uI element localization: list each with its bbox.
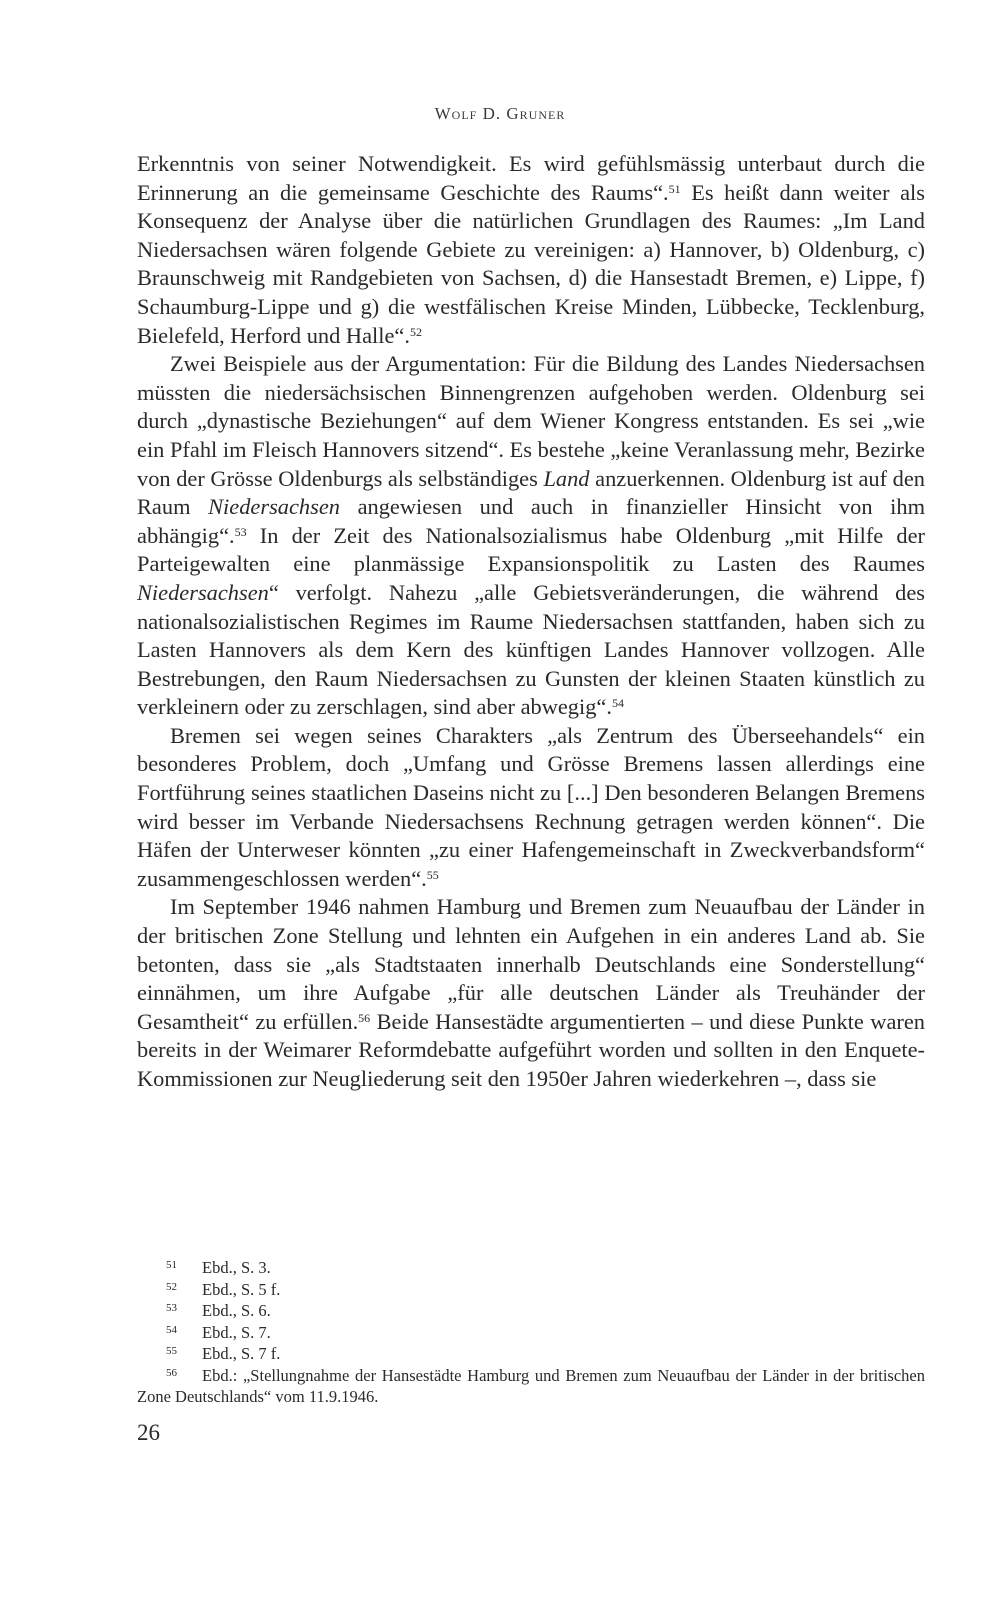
footnote: 56 Ebd.: „Stellungnahme der Hansestädte Hamburg und Bremen zum Neuaufbau der Länder in der britischen Zone Deutschlands“ vom 11.9.1946. (137, 1365, 925, 1406)
footnotes (137, 1257, 925, 1408)
footnote-reference: 55 (426, 867, 439, 882)
paragraph (137, 350, 925, 722)
text-segment: angewiesen und auch in finanzieller Hinsicht von ihm abhängig“. (137, 494, 925, 548)
text-segment: In der Zeit des Nationalsozialismus habe Oldenburg „mit Hilfe der Parteigewalten eine planmässige Expansionspolitik zu Lasten des Raumes (137, 522, 925, 577)
page-number: 26 (137, 1420, 160, 1445)
paragraph (137, 893, 925, 1093)
paragraph (137, 150, 925, 350)
emphasized-text: Land (543, 465, 590, 491)
footnote-text: Ebd., S. 7 f. (202, 1344, 281, 1363)
footnote: 51 Ebd., S. 3. (166, 1258, 271, 1277)
footnote-text: Ebd., S. 3. (202, 1258, 271, 1277)
paragraph (137, 722, 925, 894)
text-segment: Bremen sei wegen seines Charakters „als Zentrum des Überseehandels“ ein besonderes Problem, doch „Umfang und Grösse Bremens lassen allerdings eine Fortführung seines staatlichen Daseins nicht zu [...] Den besonderen Belangen Bremens wird besser im Verbande Niedersachsens Rechnung getragen werden können“. Die Häfen der Unterweser könnten „zu einer Hafengemeinschaft in Zweckverbandsform“ zusammengeschlossen werden“. (137, 722, 925, 891)
footnote: 53 Ebd., S. 6. (166, 1301, 271, 1320)
emphasized-text: Niedersachsen (137, 579, 269, 605)
text-segment: Zwei Beispiele aus der Argumentation: Für die Bildung des Landes Niedersachsen müssten die niedersächsischen Binnengrenzen aufgehoben werden. Oldenburg sei durch „dynastische Beziehungen“ auf dem Wiener Kongress entstanden. Es sei „wie ein Pfahl im Fleisch Hannovers sitzend“. Es bestehe „keine Veranlassung mehr, Bezirke von der Grösse Oldenburgs als selbständiges (137, 351, 925, 491)
footnote-reference: 51 (668, 181, 681, 196)
text-segment: Erkenntnis von seiner Notwendigkeit. Es wird gefühlsmässig unterbaut durch die Erinnerung an die gemeinsame Geschichte des Raums“. (137, 151, 925, 205)
footnote-text: Ebd.: „Stellungnahme der Hansestädte Hamburg und Bremen zum Neuaufbau der Länder in der britischen Zone Deutschlands“ vom 11.9.1946. (137, 1365, 925, 1406)
footnote-text: Ebd., S. 5 f. (202, 1279, 281, 1299)
text-segment: Es heißt dann weiter als Konsequenz der Analyse über die natürlichen Grundlagen des Raumes: „Im Land Niedersachsen wären folgende Gebiete zu vereinigen: a) Hannover, b) Oldenburg, c) Braunschweig mit Randgebieten von Sachsen, d) die Hansestadt Bremen, e) Lippe, f) Schaumburg-Lippe und g) die westfälischen Kreise Minden, Lübbecke, Tecklenburg, Bielefeld, Herford und Halle“. (137, 179, 925, 348)
running-head: Wolf D. Gruner (434, 104, 566, 123)
text-segment: anzuerkennen. Oldenburg ist auf den Raum (137, 465, 925, 520)
emphasized-text: Niedersachsen (208, 494, 340, 520)
footnote-reference: 53 (234, 524, 247, 539)
footnote-reference: 52 (409, 324, 422, 339)
footnote-reference: 54 (611, 696, 624, 711)
footnote: 55 Ebd., S. 7 f. (166, 1344, 281, 1363)
footnote-text: Ebd., S. 7. (202, 1322, 271, 1342)
body-text (137, 150, 925, 1094)
footnote: 54 Ebd., S. 7. (166, 1322, 271, 1342)
text-segment: Beide Hansestädte argumentierten – und diese Punkte waren bereits in der Weimarer Reformdebatte aufgeführt worden und sollten in den Enquete-Kommissionen zur Neugliederung seit den 1950er Jahren wiederkehren –, dass sie (137, 1008, 925, 1091)
text-segment: “ verfolgt. Nahezu „alle Gebietsveränderungen, die während des nationalsozialistischen Regimes im Raume Niedersachsen stattfanden, haben sich zu Lasten Hannovers als dem Kern des künftigen Landes Hannover vollzogen. Alle Bestrebungen, den Raum Niedersachsen zu Gunsten der kleinen Staaten künstlich zu verkleinern oder zu zerschlagen, sind aber abwegig“. (137, 579, 925, 720)
footnote-reference: 56 (358, 1010, 371, 1025)
footnote: 52 Ebd., S. 5 f. (166, 1279, 281, 1299)
footnote-text: Ebd., S. 6. (202, 1301, 271, 1320)
text-segment: Im September 1946 nahmen Hamburg und Bremen zum Neuaufbau der Länder in der britischen Zone Stellung und lehnten ein Aufgehen in ein anderes Land ab. Sie betonten, dass sie „als Stadtstaaten innerhalb Deutschlands eine Sonderstellung“ einnähmen, um ihre Aufgabe „für alle deutschen Länder als Treuhänder der Gesamtheit“ zu erfüllen. (137, 894, 925, 1034)
